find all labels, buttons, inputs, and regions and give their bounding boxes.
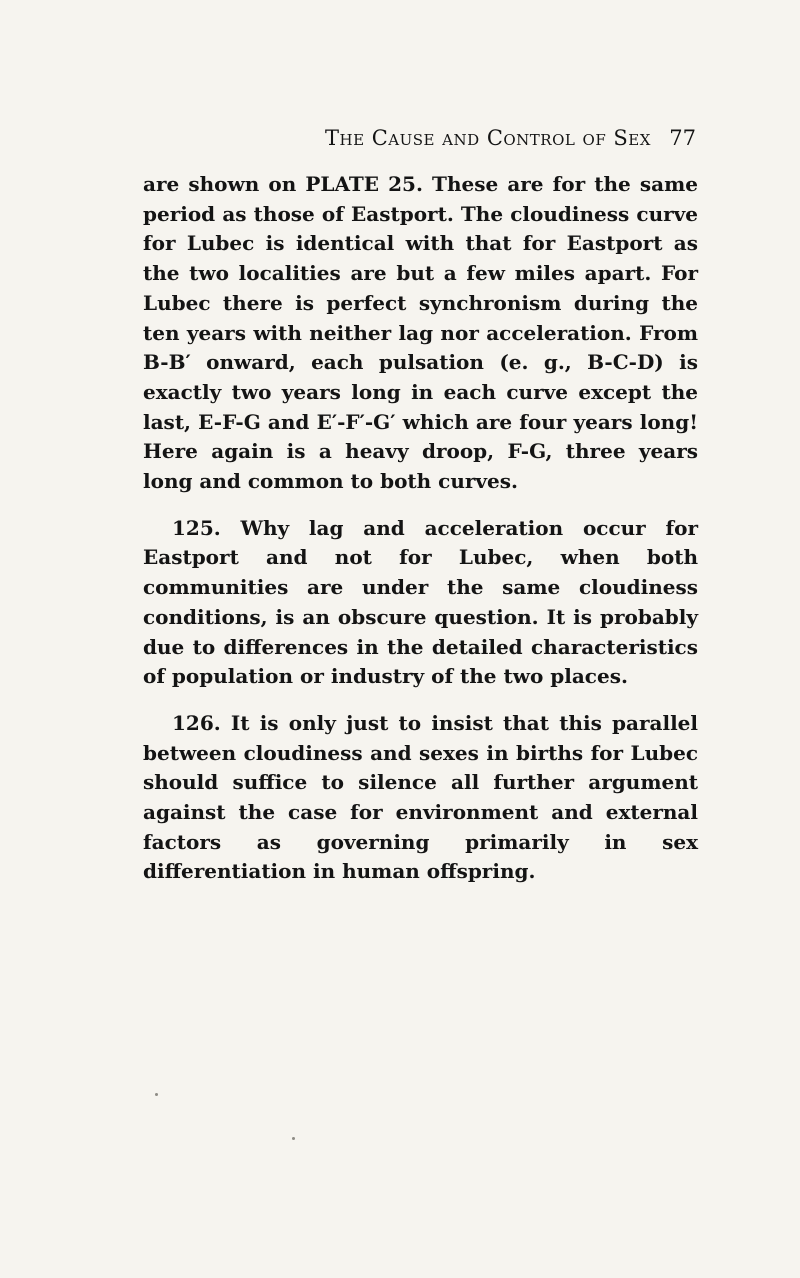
paper-speck <box>155 1093 158 1096</box>
paragraph-continued: are shown on PLATE 25. These are for the same period as those of Eastport. The cloudiness curve for Lubec is identical with that for Eastport as the two localities are but a few miles apart. For Lubec there is perfect synchronism during the ten years with neither lag nor acceleration. From B-B′ onward, each pulsation (e. g., B-C-D) is exactly two years long in each curve except the last, E-F-G and E′-F′-G′ which are four years long! Here again is a heavy droop, F-G, three years long and common to both curves. <box>143 172 698 494</box>
running-head: The Cause and Control of Sex <box>325 126 651 150</box>
paragraph-126: 126. It is only just to insist that this parallel between cloudiness and sexes in births for Lubec should suffice to silence all further argument against the case for environment and external factors as governing primarily in sex differentiation in human offspring. <box>143 710 698 884</box>
body-text <box>143 170 698 904</box>
paper-speck <box>292 1137 295 1140</box>
paragraph-125: 125. Why lag and acceleration occur for Eastport and not for Lubec, when both communities are under the same cloudiness conditions, is an obscure question. It is probably due to differences in the detailed characteristics of population or industry of the two places. <box>143 515 698 689</box>
page-number: 77 <box>669 126 696 150</box>
